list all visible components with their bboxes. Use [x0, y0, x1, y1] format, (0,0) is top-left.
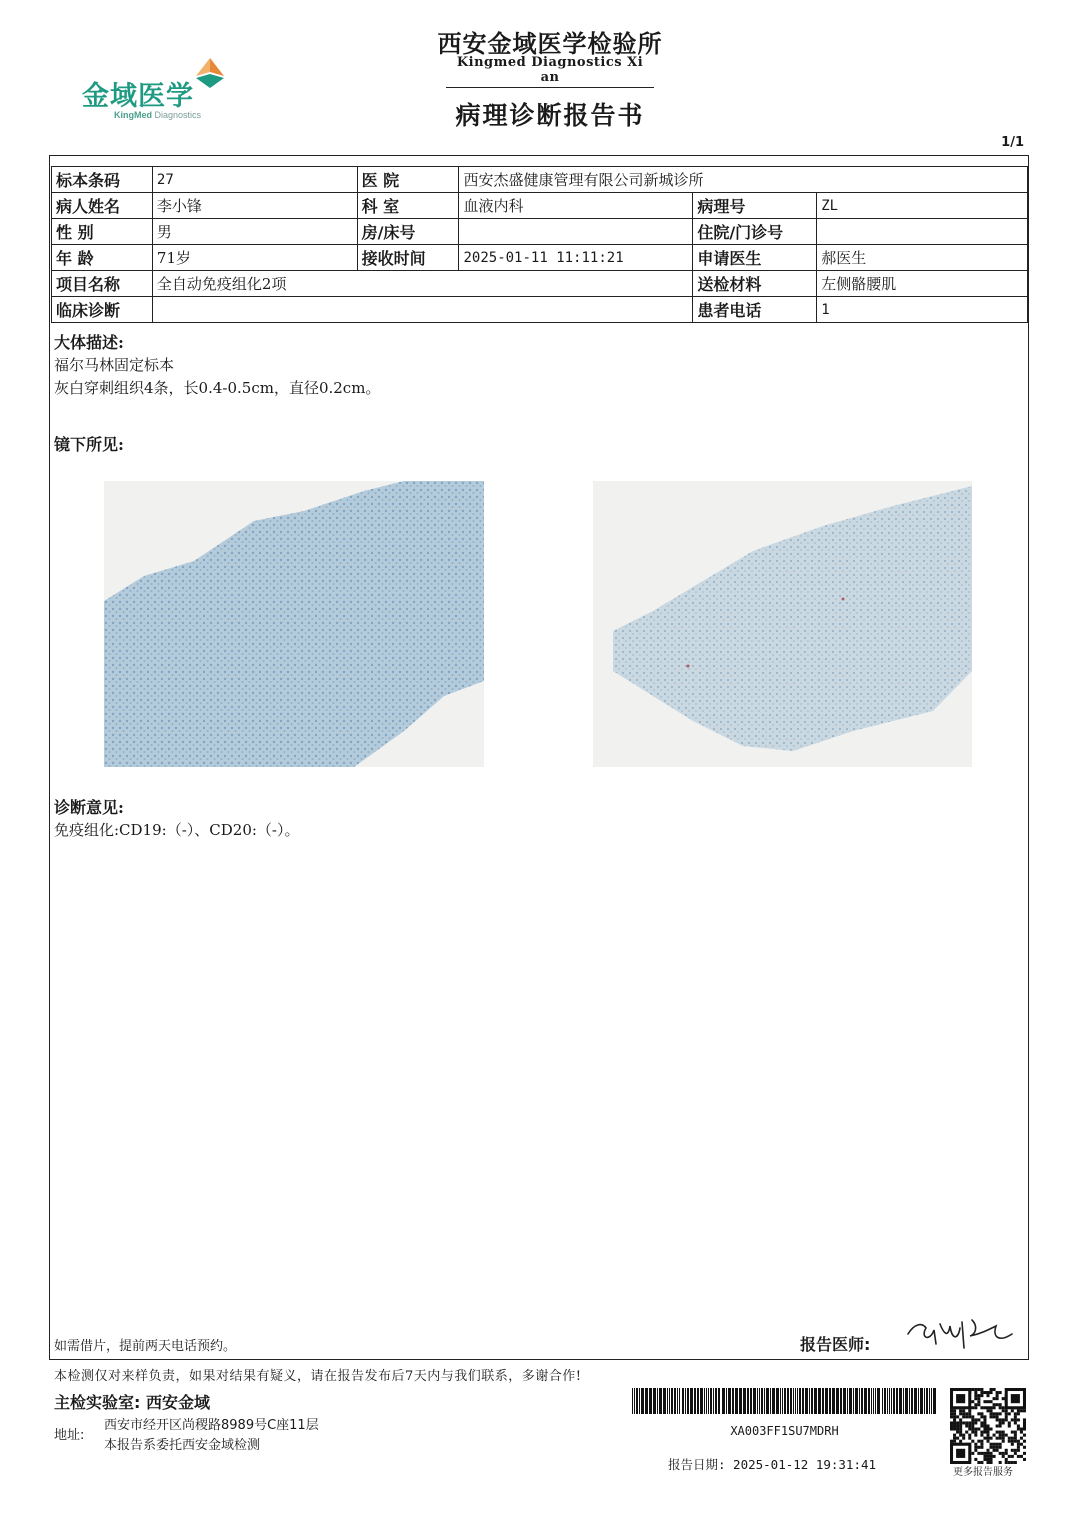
clinical-diagnosis-value [152, 297, 692, 323]
gender-value: 男 [152, 219, 357, 245]
lab-name: 主检实验室: 西安金域 [54, 1393, 210, 1412]
report-barcode [632, 1388, 937, 1414]
table-row [52, 271, 1028, 297]
hospital-label: 医 院 [357, 167, 459, 193]
patient-name-label: 病人姓名 [52, 193, 153, 219]
reporting-doctor-label: 报告医师: [800, 1335, 871, 1354]
department-value: 血液内科 [459, 193, 693, 219]
microscopy-title: 镜下所见: [54, 435, 124, 454]
requesting-doctor-label: 申请医生 [693, 245, 817, 271]
kingmed-logo-icon [193, 56, 227, 90]
address-line: 西安市经开区尚稷路8989号C座11层 [104, 1418, 319, 1433]
page-number: 1/1 [1001, 135, 1024, 150]
bed-value [459, 219, 693, 245]
patient-phone-label: 患者电话 [693, 297, 817, 323]
report-date: 报告日期: 2025-01-12 19:31:41 [668, 1457, 877, 1472]
material-value: 左侧骼腰肌 [817, 271, 1028, 297]
diagnosis-text: 免疫组化:CD19:（-）、CD20:（-）。 [54, 821, 300, 839]
material-label: 送检材料 [693, 271, 817, 297]
logo-subtext: KingMed Diagnostics [114, 110, 202, 120]
pathology-no-value: ZL [817, 193, 1028, 219]
table-row [52, 297, 1028, 323]
received-time-label: 接收时间 [357, 245, 459, 271]
table-row [52, 193, 1028, 219]
patient-info-table [51, 166, 1028, 323]
patient-name-value: 李小锋 [152, 193, 357, 219]
gender-label: 性 别 [52, 219, 153, 245]
table-row [52, 245, 1028, 271]
qr-code[interactable] [950, 1388, 1026, 1464]
org-title: 西安金域医学检验所 [437, 30, 663, 58]
bed-label: 房/床号 [357, 219, 459, 245]
patient-phone-value: 1 [817, 297, 1028, 323]
address-label: 地址: [54, 1428, 85, 1443]
org-english-name: Kingmed Diagnostics Xi an [446, 55, 654, 88]
microscopy-image-left [104, 481, 484, 767]
item-name-label: 项目名称 [52, 271, 153, 297]
qr-code-label: 更多报告服务 [953, 1467, 1013, 1478]
received-time-value: 2025-01-11 11:11:21 [459, 245, 693, 271]
gross-description-title: 大体描述: [54, 333, 124, 352]
inpatient-no-value [817, 219, 1028, 245]
gross-description-line: 福尔马林固定标本 [54, 356, 175, 374]
hospital-value: 西安杰盛健康管理有限公司新城诊所 [459, 167, 1028, 193]
barcode-number: XA003FF1SU7MDRH [730, 1424, 839, 1438]
clinical-diagnosis-label: 临床诊断 [52, 297, 153, 323]
table-row [52, 219, 1028, 245]
age-label: 年 龄 [52, 245, 153, 271]
report-title: 病理诊断报告书 [455, 101, 645, 130]
logo-text: 金域医学 [82, 81, 194, 112]
doctor-signature [900, 1304, 1020, 1354]
gross-description-line: 灰白穿刺组织4条，长0.4-0.5cm，直径0.2cm。 [54, 379, 381, 397]
microscopy-image-right [593, 481, 972, 767]
diagnosis-title: 诊断意见: [54, 798, 124, 817]
slide-borrow-note: 如需借片，提前两天电话预约。 [54, 1339, 237, 1354]
table-row [52, 167, 1028, 193]
pathology-no-label: 病理号 [693, 193, 817, 219]
entrustment-note: 本报告系委托西安金域检测 [104, 1438, 261, 1453]
specimen-code-value: 27 [152, 167, 357, 193]
specimen-code-label: 标本条码 [52, 167, 153, 193]
requesting-doctor-value: 郝医生 [817, 245, 1028, 271]
disclaimer: 本检测仅对来样负责，如果对结果有疑义，请在报告发布后7天内与我们联系，多谢合作! [54, 1369, 582, 1384]
item-name-value: 全自动免疫组化2项 [152, 271, 692, 297]
age-value: 71岁 [152, 245, 357, 271]
department-label: 科 室 [357, 193, 459, 219]
inpatient-no-label: 住院/门诊号 [693, 219, 817, 245]
